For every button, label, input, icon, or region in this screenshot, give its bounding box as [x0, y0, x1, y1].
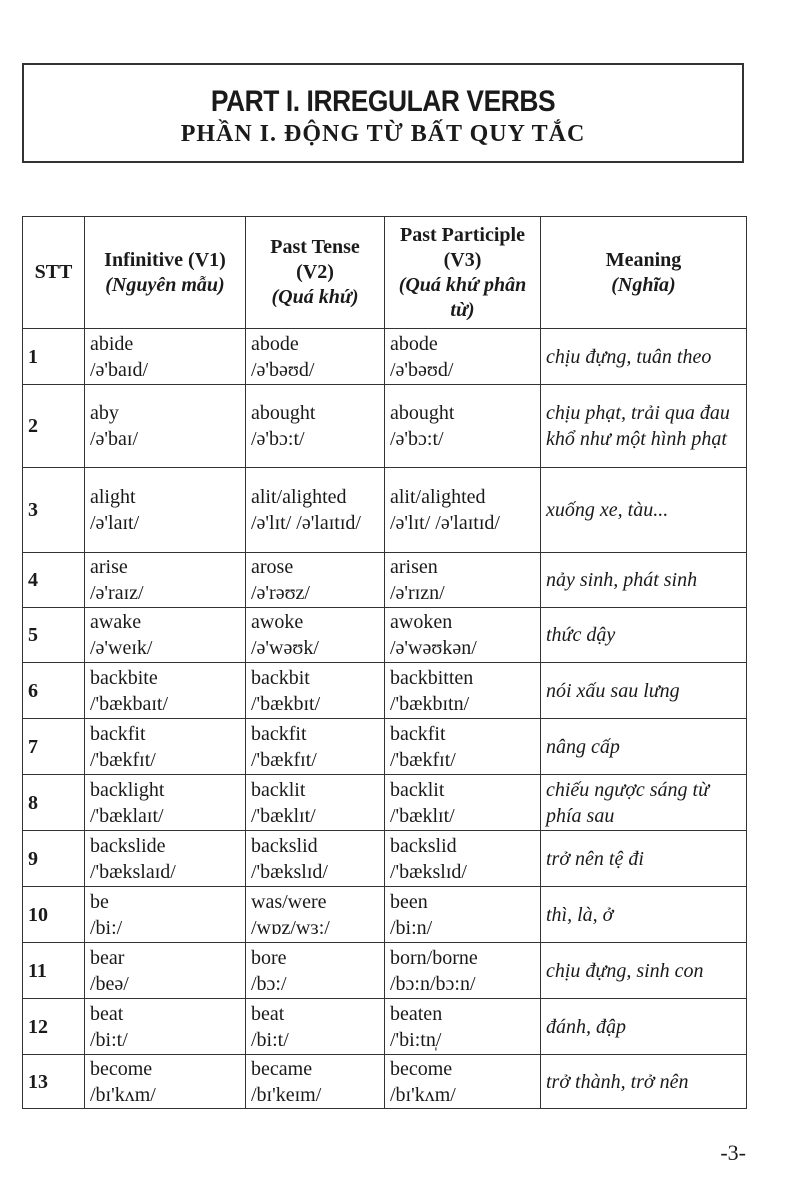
meaning-text: chịu đựng, sinh con	[546, 959, 704, 982]
header-v2-label: Past Tense (V2)	[270, 236, 360, 283]
past-tense-phonetic: /ə'bəʊd/	[251, 358, 315, 381]
page-number: -3-	[720, 1140, 746, 1165]
past-tense-phonetic: /'bæklɪt/	[251, 804, 316, 827]
infinitive-phonetic: /'bækslaɪd/	[90, 860, 176, 883]
past-tense-word: became	[251, 1057, 313, 1080]
row-number: 1	[28, 345, 38, 368]
past-participle-phonetic: /ə'bɔ:t/	[390, 428, 444, 450]
meaning-cell	[541, 999, 747, 1055]
past-tense-phonetic: /ə'lɪt/ /ə'laɪtɪd/	[251, 512, 361, 534]
past-tense-cell	[246, 553, 385, 608]
row-number: 4	[28, 569, 38, 591]
row-number: 7	[28, 735, 38, 758]
past-tense-word: was/were	[251, 890, 327, 913]
infinitive-phonetic: /bi:t/	[90, 1028, 128, 1051]
meaning-text: nâng cấp	[546, 735, 620, 758]
infinitive-word: awake	[90, 611, 142, 633]
infinitive-word: alight	[90, 486, 136, 508]
infinitive-cell	[85, 1055, 246, 1109]
meaning-cell	[541, 719, 747, 775]
infinitive-phonetic: /ə'laɪt/	[90, 512, 140, 534]
infinitive-cell	[85, 329, 246, 385]
past-tense-word: backlit	[251, 778, 306, 801]
infinitive-phonetic: /bɪ'kʌm/	[90, 1083, 156, 1106]
header-v2-vi: (Quá khứ)	[271, 286, 359, 308]
past-tense-word: abought	[251, 402, 316, 424]
meaning-cell	[541, 943, 747, 999]
infinitive-word: backlight	[90, 778, 165, 801]
past-participle-word: abode	[390, 332, 438, 355]
past-participle-phonetic: /'bækslɪd/	[390, 860, 467, 883]
row-number-cell	[23, 468, 85, 553]
past-participle-cell	[385, 943, 541, 999]
past-tense-phonetic: /bɪ'keɪm/	[251, 1083, 322, 1106]
past-participle-cell	[385, 775, 541, 831]
past-participle-phonetic: /bi:n/	[390, 916, 433, 939]
past-tense-word: abode	[251, 332, 299, 355]
table-row	[23, 775, 747, 831]
meaning-cell	[541, 468, 747, 553]
header-v1	[85, 217, 246, 329]
infinitive-word: backslide	[90, 834, 166, 857]
header-meaning-vi: (Nghĩa)	[611, 273, 676, 296]
past-tense-cell	[246, 329, 385, 385]
meaning-text: nảy sinh, phát sinh	[546, 569, 698, 591]
table-row	[23, 663, 747, 719]
infinitive-cell	[85, 831, 246, 887]
row-number: 11	[28, 959, 47, 982]
table-row	[23, 719, 747, 775]
infinitive-cell	[85, 468, 246, 553]
page-subtitle: PHẦN I. ĐỘNG TỪ BẤT QUY TẮC	[180, 121, 586, 147]
meaning-cell	[541, 1055, 747, 1109]
row-number-cell	[23, 385, 85, 468]
infinitive-cell	[85, 943, 246, 999]
meaning-text: chịu đựng, tuân theo	[546, 345, 712, 368]
meaning-cell	[541, 775, 747, 831]
past-tense-cell	[246, 608, 385, 663]
past-tense-cell	[246, 999, 385, 1055]
past-participle-cell	[385, 719, 541, 775]
past-tense-phonetic: /bɔ:/	[251, 972, 287, 995]
infinitive-word: backfit	[90, 722, 146, 745]
past-participle-cell	[385, 608, 541, 663]
infinitive-cell	[85, 999, 246, 1055]
meaning-text: trở thành, trở nên	[546, 1070, 689, 1093]
row-number-cell	[23, 553, 85, 608]
meaning-cell	[541, 887, 747, 943]
past-participle-cell	[385, 553, 541, 608]
infinitive-cell	[85, 553, 246, 608]
meaning-text: xuống xe, tàu...	[546, 499, 669, 521]
past-tense-cell	[246, 943, 385, 999]
past-tense-word: arose	[251, 556, 294, 578]
past-participle-word: backfit	[390, 722, 446, 745]
row-number-cell	[23, 663, 85, 719]
infinitive-phonetic: /beə/	[90, 972, 129, 995]
past-tense-word: awoke	[251, 611, 304, 633]
infinitive-cell	[85, 663, 246, 719]
past-tense-cell	[246, 887, 385, 943]
past-participle-cell	[385, 385, 541, 468]
past-tense-word: backfit	[251, 722, 307, 745]
past-tense-word: bore	[251, 946, 287, 969]
past-tense-cell	[246, 775, 385, 831]
past-participle-word: backbitten	[390, 666, 474, 689]
past-participle-phonetic: /ə'rɪzn/	[390, 582, 445, 604]
infinitive-word: beat	[90, 1002, 124, 1025]
past-participle-cell	[385, 1055, 541, 1109]
infinitive-phonetic: /ə'baɪ/	[90, 428, 139, 450]
infinitive-word: backbite	[90, 666, 158, 689]
table-row	[23, 553, 747, 608]
past-tense-phonetic: /'bækslɪd/	[251, 860, 328, 883]
past-participle-phonetic: /'bi:tn̩/	[390, 1028, 442, 1051]
page-title: PART I. IRREGULAR VERBS	[210, 85, 556, 118]
past-tense-cell	[246, 719, 385, 775]
infinitive-word: abide	[90, 332, 134, 355]
table-row	[23, 943, 747, 999]
meaning-text: chịu phạt, trải qua đau khổ như một hình phạt	[546, 402, 730, 450]
infinitive-word: arise	[90, 556, 128, 578]
past-participle-word: born/borne	[390, 946, 478, 969]
infinitive-cell	[85, 887, 246, 943]
infinitive-phonetic: /'bækfɪt/	[90, 748, 156, 771]
past-tense-cell	[246, 831, 385, 887]
infinitive-cell	[85, 608, 246, 663]
infinitive-cell	[85, 719, 246, 775]
header-v3	[385, 217, 541, 329]
table-row	[23, 608, 747, 663]
header-v1-label: Infinitive (V1)	[104, 248, 226, 271]
row-number: 13	[28, 1070, 48, 1093]
past-participle-cell	[385, 663, 541, 719]
past-participle-phonetic: /'bækfɪt/	[390, 748, 456, 771]
past-tense-cell	[246, 468, 385, 553]
header-meaning	[541, 217, 747, 329]
header-stt: STT	[23, 217, 85, 329]
past-tense-phonetic: /ə'bɔ:t/	[251, 428, 305, 450]
row-number-cell	[23, 831, 85, 887]
infinitive-word: become	[90, 1057, 153, 1080]
infinitive-phonetic: /bi:/	[90, 916, 123, 939]
meaning-cell	[541, 553, 747, 608]
past-participle-word: become	[390, 1057, 453, 1080]
past-participle-word: awoken	[390, 611, 453, 633]
meaning-text: đánh, đập	[546, 1015, 626, 1038]
past-participle-phonetic: /ə'bəʊd/	[390, 358, 454, 381]
infinitive-phonetic: /ə'baɪd/	[90, 358, 149, 381]
past-tense-phonetic: /ə'rəʊz/	[251, 582, 310, 604]
past-participle-cell	[385, 999, 541, 1055]
header-v2	[246, 217, 385, 329]
row-number: 8	[28, 791, 38, 814]
row-number: 6	[28, 679, 38, 702]
infinitive-word: aby	[90, 402, 119, 424]
header-v3-label: Past Participle (V3)	[400, 223, 525, 271]
past-tense-phonetic: /'bækbɪt/	[251, 692, 321, 715]
table-row	[23, 831, 747, 887]
past-tense-cell	[246, 385, 385, 468]
infinitive-phonetic: /ə'weɪk/	[90, 637, 153, 659]
infinitive-cell	[85, 775, 246, 831]
meaning-text: thì, là, ở	[546, 903, 614, 926]
table-header	[23, 217, 747, 329]
past-participle-cell	[385, 468, 541, 553]
row-number: 5	[28, 624, 38, 646]
meaning-text: trở nên tệ đi	[546, 847, 644, 870]
row-number-cell	[23, 775, 85, 831]
title-box	[22, 63, 744, 163]
past-tense-word: backbit	[251, 666, 310, 689]
row-number: 2	[28, 415, 38, 437]
meaning-cell	[541, 608, 747, 663]
past-participle-word: alit/alighted	[390, 486, 486, 508]
infinitive-phonetic: /ə'raɪz/	[90, 582, 144, 604]
past-tense-word: backslid	[251, 834, 318, 857]
meaning-cell	[541, 831, 747, 887]
past-participle-phonetic: /bɪ'kʌm/	[390, 1083, 456, 1106]
past-participle-word: arisen	[390, 556, 438, 578]
infinitive-phonetic: /'bækbaɪt/	[90, 692, 169, 715]
past-participle-phonetic: /'bæklɪt/	[390, 804, 455, 827]
meaning-cell	[541, 385, 747, 468]
row-number: 3	[28, 499, 38, 521]
infinitive-word: be	[90, 890, 109, 913]
row-number-cell	[23, 719, 85, 775]
past-tense-cell	[246, 663, 385, 719]
table-row	[23, 468, 747, 553]
meaning-cell	[541, 663, 747, 719]
table-row	[23, 999, 747, 1055]
header-v3-vi: (Quá khứ phân từ)	[398, 273, 527, 321]
infinitive-cell	[85, 385, 246, 468]
row-number-cell	[23, 887, 85, 943]
row-number-cell	[23, 999, 85, 1055]
header-v1-vi: (Nguyên mẫu)	[105, 273, 225, 296]
meaning-text: nói xấu sau lưng	[546, 679, 680, 702]
past-tense-word: alit/alighted	[251, 486, 347, 508]
row-number-cell	[23, 1055, 85, 1109]
row-number-cell	[23, 608, 85, 663]
past-tense-phonetic: /'bækfɪt/	[251, 748, 317, 771]
row-number: 9	[28, 847, 38, 870]
meaning-text: thức dậy	[546, 624, 616, 646]
table-row	[23, 385, 747, 468]
meaning-cell	[541, 329, 747, 385]
past-participle-cell	[385, 831, 541, 887]
row-number-cell	[23, 943, 85, 999]
row-number-cell	[23, 329, 85, 385]
past-tense-cell	[246, 1055, 385, 1109]
header-meaning-label: Meaning	[605, 248, 682, 271]
past-tense-phonetic: /bi:t/	[251, 1028, 289, 1051]
past-participle-cell	[385, 329, 541, 385]
infinitive-phonetic: /'bæklaɪt/	[90, 804, 164, 827]
irregular-verbs-table	[22, 216, 747, 1109]
past-tense-phonetic: /ə'wəʊk/	[251, 637, 319, 659]
row-number: 12	[28, 1015, 48, 1038]
row-number: 10	[28, 903, 48, 926]
past-participle-word: backlit	[390, 778, 445, 801]
past-participle-phonetic: /'bækbɪtn/	[390, 692, 470, 715]
past-participle-phonetic: /ə'lɪt/ /ə'laɪtɪd/	[390, 512, 500, 534]
past-tense-phonetic: /wɒz/wɜ:/	[251, 916, 330, 939]
meaning-text: chiếu ngược sáng từ phía sau	[546, 778, 710, 827]
infinitive-word: bear	[90, 946, 125, 969]
past-participle-word: abought	[390, 402, 455, 424]
past-participle-word: backslid	[390, 834, 457, 857]
past-participle-word: beaten	[390, 1002, 443, 1025]
past-participle-cell	[385, 887, 541, 943]
past-tense-word: beat	[251, 1002, 285, 1025]
table-row	[23, 329, 747, 385]
table-row	[23, 887, 747, 943]
past-participle-phonetic: /ə'wəʊkən/	[390, 637, 477, 659]
past-participle-phonetic: /bɔ:n/bɔ:n/	[390, 972, 476, 995]
table-row	[23, 1055, 747, 1109]
past-participle-word: been	[390, 890, 428, 913]
